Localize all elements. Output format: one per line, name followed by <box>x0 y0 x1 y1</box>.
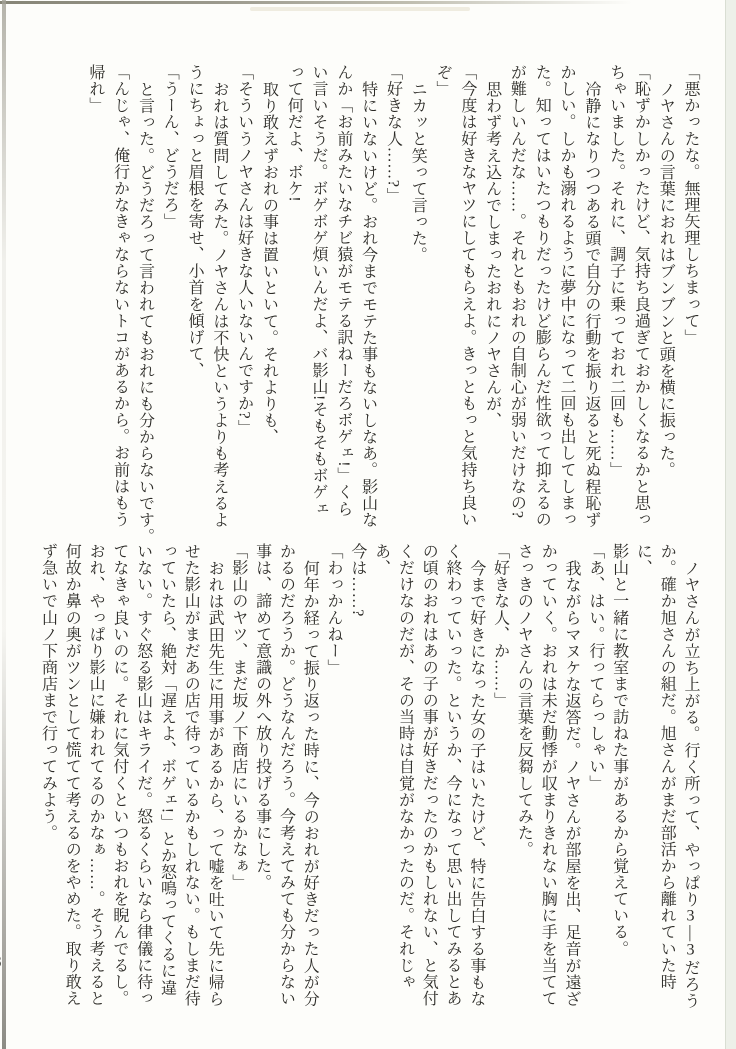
text-line: 「あ、はい。行ってらっしゃい」 <box>586 543 604 792</box>
text-line: 取り敢えずおれの事は置いといて。それよりも、 <box>260 81 278 446</box>
text-line: てなきゃ良いのに。それに気付くといつもおれを睨んでるし。 <box>110 543 128 1007</box>
text-line: ぞ」 <box>434 64 452 98</box>
page-edge-top <box>0 1 632 4</box>
page-edge-top-smudge <box>250 7 470 11</box>
text-line: って何だよ、ボケ! <box>285 64 303 203</box>
text-line: ず急いで山ノ下商店まで行ってみよう。 <box>39 543 57 841</box>
upright-digit: 3 <box>682 907 699 926</box>
text-line: かるのだろうか。どうなんだろう。今考えてみても分からない <box>277 543 295 1007</box>
text-line: 特にいないけど。おれ今までモテた事もないしなあ。影山な <box>359 81 377 528</box>
page-edge-right <box>725 0 736 1049</box>
text-line: が難しいんだな……。それともおれの自制心が弱いだけなの? <box>508 64 526 519</box>
text-line: 「悪かったな。無理矢理しちまって」 <box>682 64 699 346</box>
text-line: 「今度は好きなヤツにしてもらえよ。きっともっと気持ち良い <box>458 64 476 528</box>
text-line: さっきのノヤさんの言葉を反芻してみた。 <box>515 543 533 858</box>
upright-digit: 3 <box>682 941 699 960</box>
text-line: かっていく。おれは未だ動悸が収まりきれない胸に手を当てて <box>539 543 557 1007</box>
text-line: 「恥ずかしかったけど、気持ち良過ぎておかしくなるかと思っ <box>632 64 650 528</box>
text-block-upper <box>82 64 702 545</box>
text-line: んか「お前みたいなチビ猿がモテる訳ねーだろボゲェ!」くら <box>334 64 352 517</box>
text-line: た。知ってはいたつもりだったけど膨らんだ性欲って抑えるの <box>533 64 551 528</box>
text-line: おれは武田先生に用事があるから、って嘘を吐いて先に帰ら <box>206 560 224 1007</box>
text-line: 「うーん、どうだろ」 <box>161 64 179 230</box>
text-line: いない。すぐ怒る影山はキライだ。怒るくらいなら律儀に待っ <box>134 543 152 1007</box>
text-line: ニカッと笑って言った。 <box>409 81 427 264</box>
text-line: くだけなのだが、その当時は自覚がなかったのだ。それじゃあ、 <box>372 543 414 990</box>
text-line: 「んじゃ、俺行かなきゃならないトコがあるから。お前はもう <box>111 64 129 528</box>
text-line: 今まで好きになった女の子はいたけど、特に告白する事もな <box>467 560 485 1007</box>
text-block-lower <box>39 543 702 1009</box>
text-line: 何故か鼻の奥がツンとして慌てて考えるのをやめた。取り敢え <box>63 543 81 1007</box>
text-line: 「影山のヤツ、まだ坂ノ下商店にいるかなぁ」 <box>229 543 247 891</box>
text-line: 思わず考え込んでしまったおれにノヤさんが、 <box>483 81 501 429</box>
text-line: 冷静になりつつある頭で自分の行動を振り返ると死ぬ程恥ず <box>582 81 600 528</box>
text-line: と言った。どうだろって言われてもおれにも分からないです。 <box>136 81 154 545</box>
text-line: 「好きな人、か……」 <box>491 543 509 709</box>
text-line: ちゃいました。それに、調子に乗っておれ二回も……」 <box>607 64 625 478</box>
text-line: かしい。しかも溺れるように夢中になって二回も出してしまっ <box>558 64 576 528</box>
text-line: っていたら、絶対「遅えよ、ボゲェ!」とか怒鳴ってくるに違 <box>158 543 176 996</box>
page-edge-left <box>2 0 6 1049</box>
text-line: く終わっていった。というか、今になって思い出してみるとあ <box>444 543 462 1007</box>
text-line: ノヤさんが立ち上がる。行く所って、やっぱり3―3だろう <box>682 560 699 1009</box>
text-line: おれは質問してみた。ノヤさんは不快というよりも考えるよ <box>210 81 228 528</box>
text-line: 今は……? <box>348 543 366 617</box>
page-number <box>0 952 2 972</box>
text-line: おれ、やっぱり影山に嫌われてるのかなぁ……。そう考えると <box>87 543 105 1007</box>
text-line: 影山と一緒に教室まで訪ねた事があるから覚えている。 <box>610 543 628 957</box>
text-line: い言いそうだ。ボゲボゲ煩いんだよ、バ影山!そもそもボゲェ <box>310 64 328 517</box>
text-line: うにちょっと眉根を寄せ、小首を傾げて、 <box>186 64 204 379</box>
text-line: 「わっかんねー」 <box>325 543 343 676</box>
text-line: ノヤさんの言葉におれはブンブンと頭を横に振った。 <box>657 81 675 479</box>
text-line: の頃のおれはあの子の事が好きだったのかもしれない、と気付 <box>420 543 438 1007</box>
text-line: せた影山がまだあの店で待っているかもしれない。もしまだ待 <box>182 543 200 1007</box>
text-line: 帰れ」 <box>86 64 104 114</box>
text-line: 事は、諦めて意識の外へ放り投げる事にした。 <box>253 543 271 891</box>
text-line: 何年か経って振り返った時に、今のおれが好きだった人が分 <box>301 560 319 1007</box>
text-line: 「好きな人……?」 <box>384 64 402 205</box>
text-line: 「そういうノヤさんは好きな人いないんですか?」 <box>235 64 253 436</box>
text-line: 我ながらマヌケな返答だ。ノヤさんが部屋を出、足音が遠ざ <box>563 560 581 1007</box>
text-line: か。確か旭さんの組だ。旭さんがまだ部活から離れていた時に、 <box>634 543 676 990</box>
